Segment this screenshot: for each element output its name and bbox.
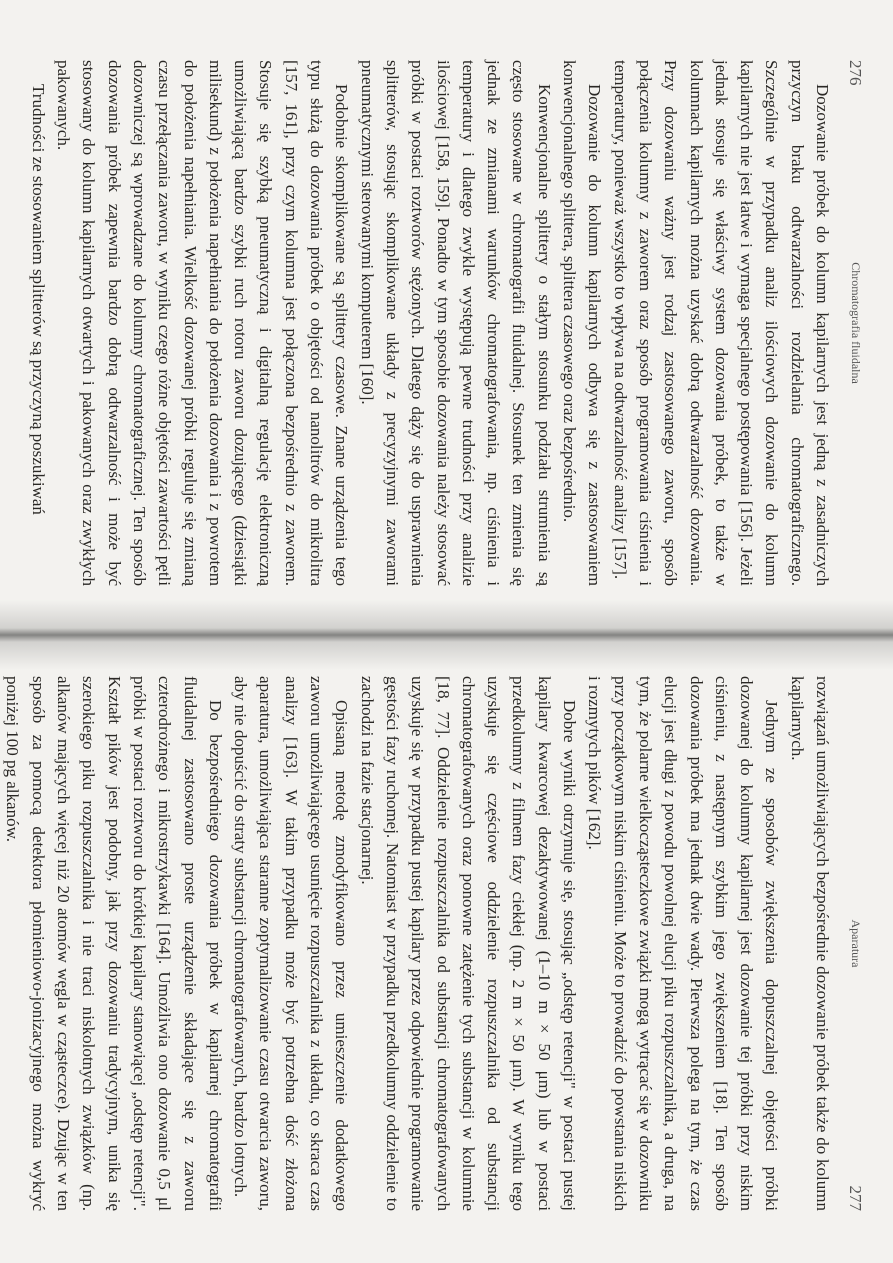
right-running-head xyxy=(835,676,865,1211)
left-running-title: Chromatografia fluidalna xyxy=(849,262,863,384)
left-page-body xyxy=(26,60,836,586)
right-paragraph-5: Do bezpośredniego dozowania próbek w kapilarnej chromatografii fluidalnej zastosowano proste urządzenie składające się z zaworu czterodrożnego i mikrostrzykawki [164]. Umożliwia ono dozowanie 0,5 μl próbki w postaci roztworu do krótkiej kapilary stanowiącej „odstęp retencji". Kształt pików jest podobny, jak przy dozowaniu tradycyjnym, unika się szerokiego piku rozpuszczalnika i nie traci niskolotnych związków (np. alkanów mających więcej niż 20 atomów węgla w cząsteczce). Dzując w ten sposób za pomocą detektora płomieniowo-jonizacyjnego można wykryć poniżej 100 pg alkanów. xyxy=(3,676,225,1211)
right-running-title: Aparatura xyxy=(849,919,863,968)
left-running-head xyxy=(835,60,865,586)
right-paragraph-2: Jednym ze sposobów zwiększenia dopuszczalnej objętości próbki dozowanej do kolumny kapilarnej jest dozowanie tej próbki przy niskim ciśnieniu, z następnym szybkim jego zwiększeniem [18]. Ten sposób dozowania próbek ma jednak dwie wady. Pierwsza polega na tym, że czas elucji jest długi z powodu powolnej elucji piku rozpuszczalnika, a druga, na tym, że polarne wielkocząsteczkowe związki mogą wytrącać się w dozowniku przy początkowym niskim ciśnieniu. Może to prowadzić do powstania niskich i rozmytych pików [162]. xyxy=(585,676,782,1211)
left-paragraph-5: Trudności ze stosowaniem splitterów są przyczyną poszukiwań xyxy=(28,84,48,515)
left-page-number: 276 xyxy=(846,60,865,86)
right-paragraph-3: Dobre wyniki otrzymuje się, stosując „odstęp retencji" w postaci pustej kapilary kwarcowej dezaktywowanej (1–10 m × 50 μm) lub w postaci przedkolumny z filmem fazy ciekłej (np. 2 m × 50 μm). W wyniku tego uzyskuje się częściowe oddzielenie rozpuszczalnika od substancji chromatografowanych oraz ponowne zatężenie tych substancji w kolumnie [18, 77]. Oddzielenie rozpuszczalnika od substancji chromatografowanych uzyskuje się w przypadku pustej kapilary przez odpowiednie programowanie gęstości fazy ruchomej. Natomiast w przypadku przedkolumny oddzielenie to zachodzi na fazie stacjonarnej. xyxy=(357,676,580,1211)
left-paragraph-2: Dozowanie do kolumn kapilarnych odbywa się z zastosowaniem konwencjonalnego splittera, splittera czasowego oraz bezpośrednio. xyxy=(560,60,605,586)
right-page xyxy=(0,640,893,1263)
right-paragraph-1: rozwiązań umożliwiających bezpośrednie dozowanie próbek także do kolumn kapilarnych. xyxy=(787,676,832,1211)
right-page-body xyxy=(0,676,835,1211)
left-paragraph-1: Dozowanie próbek do kolumn kapilarnych jest jedną z zasadniczych przyczyn braku odtwarzalności rozdzielania chromatograficznego. Szczególnie w przypadku analiz ilościowych dozowanie do kolumn kapilarnych nie jest łatwe i wymaga specjalnego postępowania [156]. Jeżeli jednak stosuje się właściwy system dozowania próbek, to także w kolumnach kapilarnych można uzyskać dobrą odtwarzalność dozowania. Przy dozowaniu ważny jest rodzaj zastosowanego zaworu, sposób połączenia kolumny z zaworem oraz sposób programowania ciśnienia i temperatury, ponieważ wszystko to wpływa na odtwarzalność analizy [157]. xyxy=(610,60,832,586)
left-paragraph-3: Konwencjonalne splittery o stałym stosunku podziału strumienia są często stosowane w chromatografii fluidalnej. Stosunek ten zmienia się jednak ze zmianami warunków chromatografowania, np. ciśnienia i temperatury i dlatego zwykle występują pewne trudności przy analizie ilościowej [158, 159]. Ponadto w tym sposobie dozowania należy stosować próbki w postaci roztworów stężonych. Dlatego dąży się do usprawnienia splitterów, stosując skomplikowane układy z precyzyjnymi zaworami pneumatycznymi sterowanymi komputerem [160]. xyxy=(357,60,554,586)
right-paragraph-4: Opisaną metodę zmodyfikowano przez umieszczenie dodatkowego zaworu umożliwiającego usunięcie rozpuszczalnika z układu, co skraca czas analizy [163]. W takim przypadku może być potrzebna dość złożona aparatura, umożliwiająca staranne zoptymalizowanie czasu otwarcia zaworu, aby nie dopuścić do straty substancji chromatografowanych, bardzo lotnych. xyxy=(231,676,352,1211)
left-paragraph-4: Podobnie skomplikowane są splittery czasowe. Znane urządzenia tego typu służą do dozowania próbek o objętości od nanolitrów do mikrolitra [157, 161], przy czym kolumna jest połączona bezpośrednio z zaworem. Stosuje się szybką pneumatyczną i digitalną regulację elektroniczną umożliwiającą bardzo szybki ruch rotoru zaworu dozującego (dziesiątki milisekund) z położenia napełniania do położenia dozowania i z powrotem do położenia napełniania. Wielkość dozowanej próbki reguluje się zmianą czasu przełączania zaworu, w wyniku czego różne objętości zawartości pętli dozowniczej są wprowadzane do kolumny chromatograficznej. Ten sposób dozowania próbek zapewnia bardzo dobrą odtwarzalność i może być stosowany do kolumn kapilarnych otwartych i pakowanych oraz zwykłych pakowanych. xyxy=(54,60,352,586)
left-page xyxy=(0,0,893,628)
right-page-number: 277 xyxy=(846,1185,865,1211)
